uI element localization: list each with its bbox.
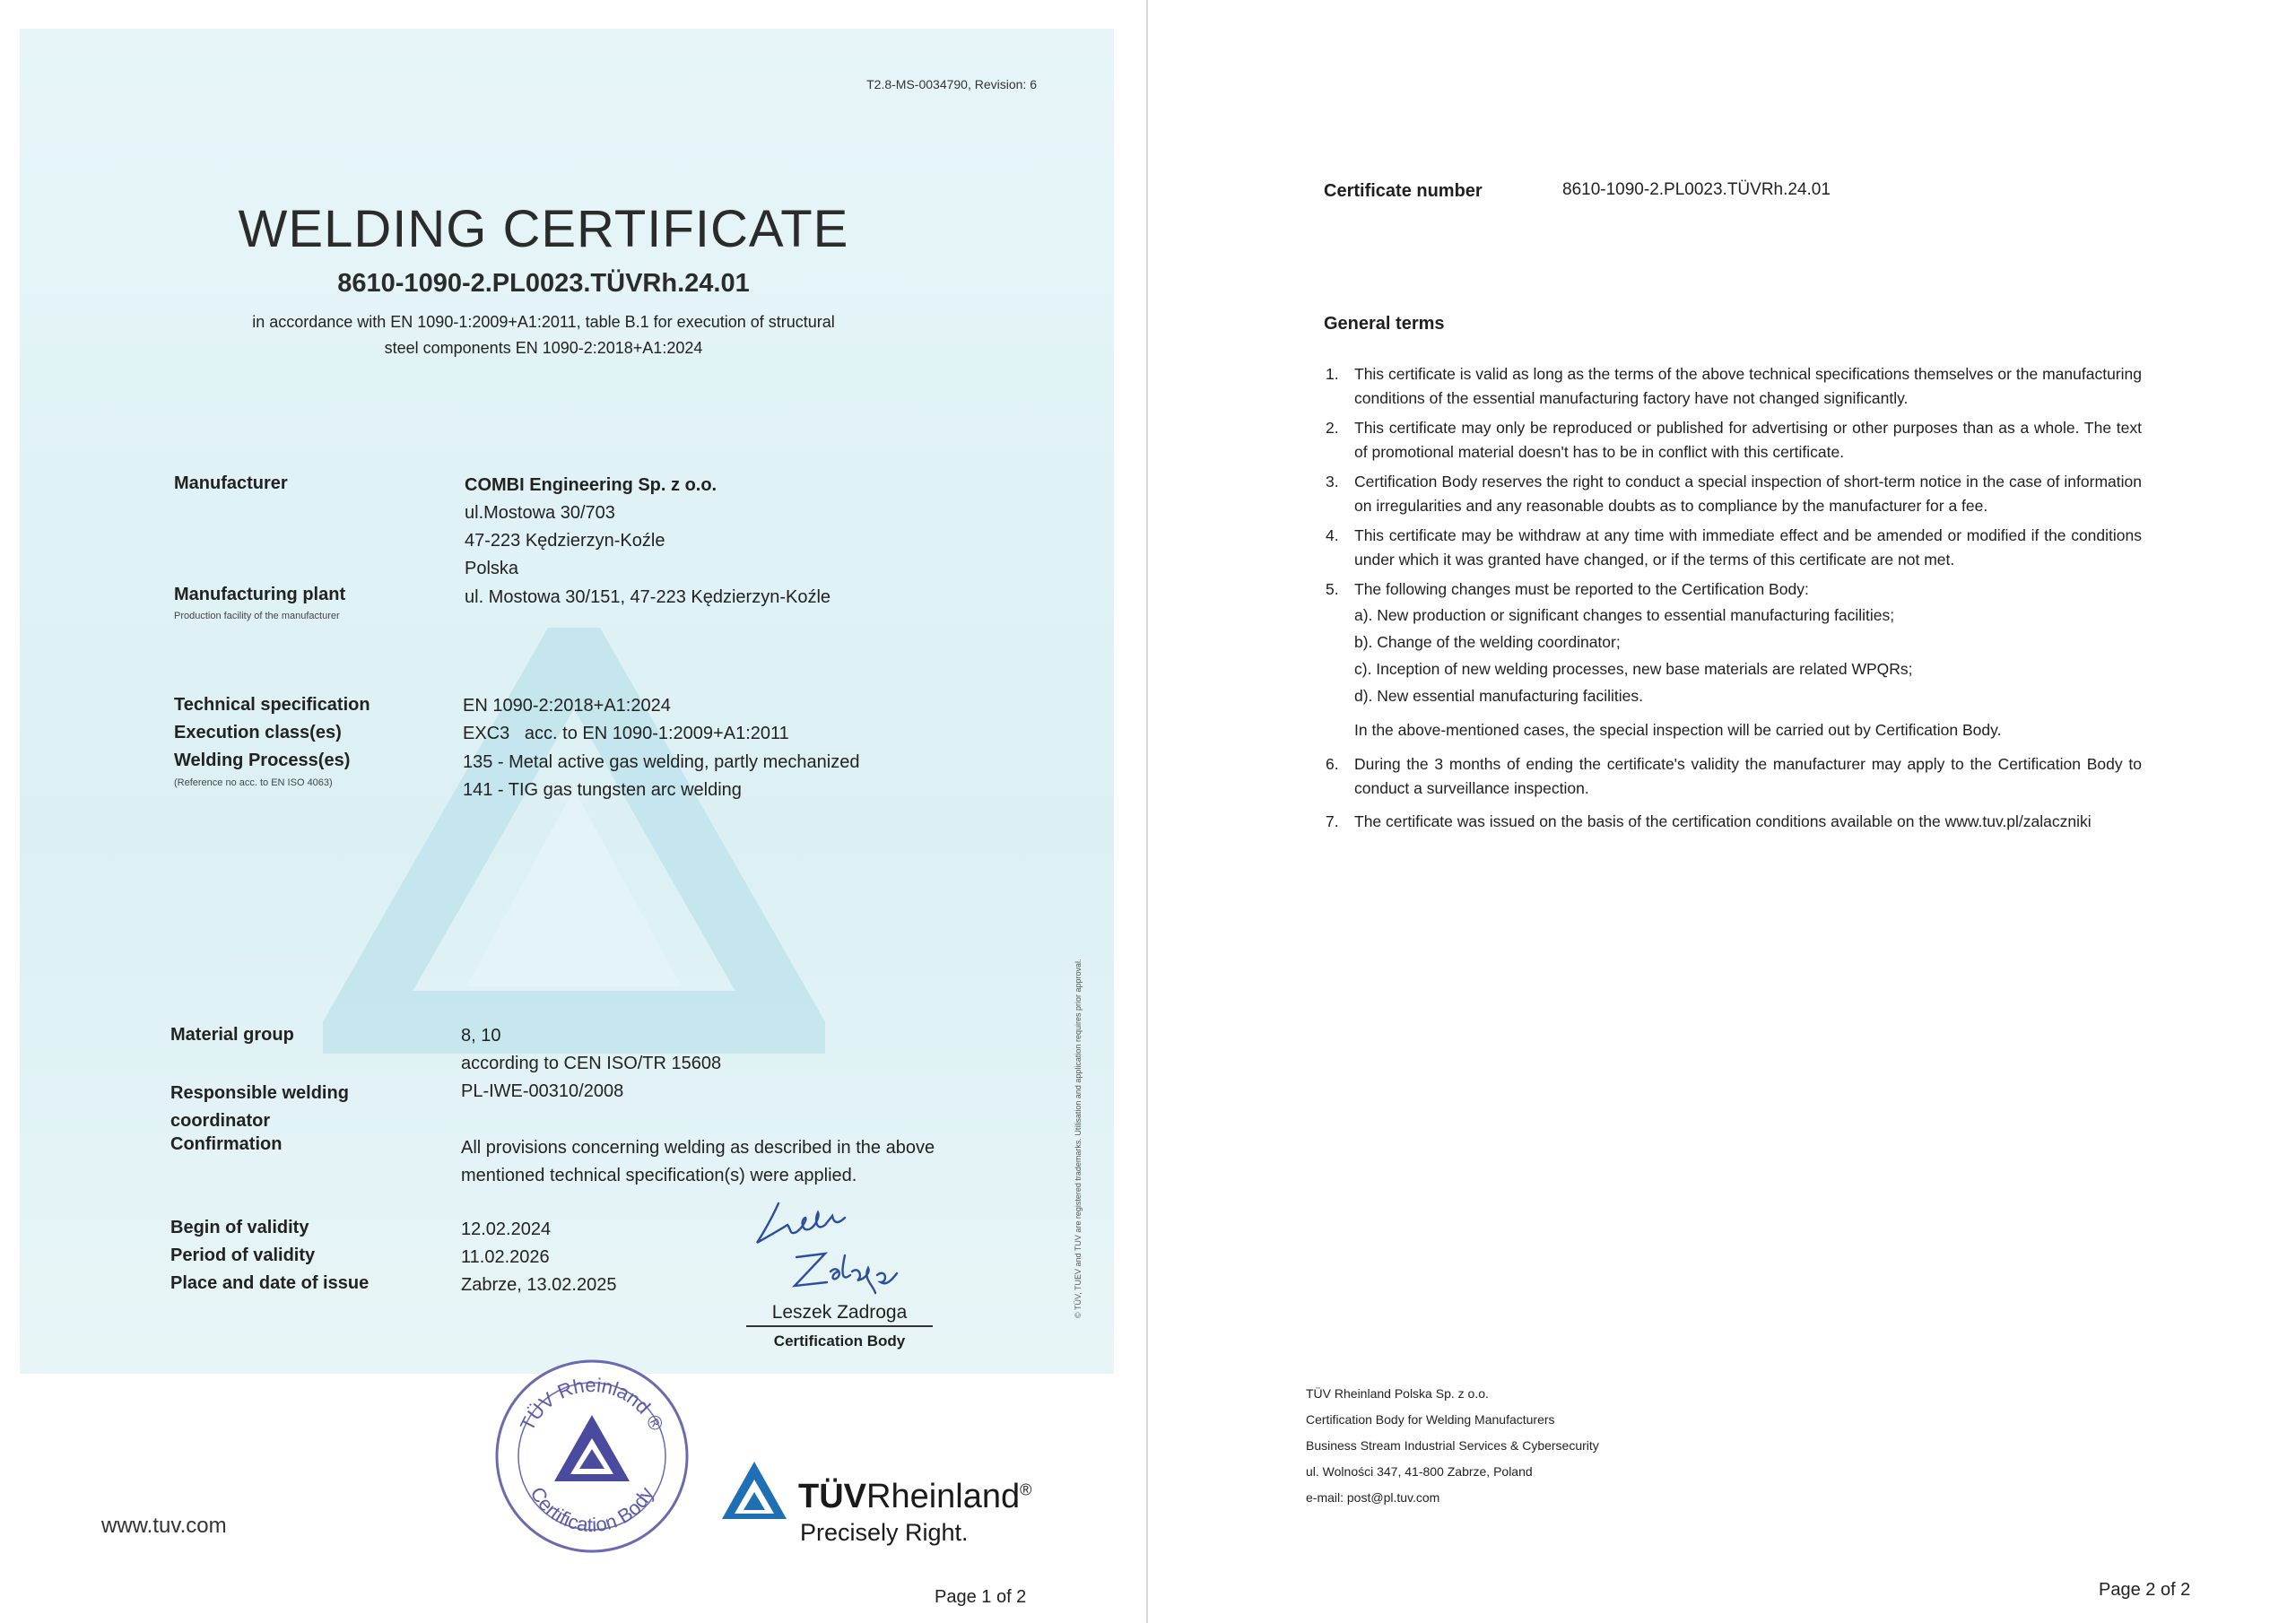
material-group-label: Material group [170,1025,294,1045]
material-group-reference: according to CEN ISO/TR 15608 [461,1054,722,1073]
confirmation-value [461,1134,935,1190]
seal-bottom-text: Certification Body [526,1482,658,1537]
brand-rheinland: Rheinland [866,1478,1021,1515]
term-text: This certificate may only be reproduced or published for advertising or other purposes than as a whole. The text of promotional material doesn't has to be in conflict with this certificate. [1354,419,2142,461]
term-5-item-c: c). Inception of new welding processes, new base materials are related WPQRs; [1354,660,1913,678]
footer-business-stream: Business Stream Industrial Services & Cybersecurity [1306,1438,1599,1453]
issuer-footer [1306,1381,1599,1511]
execution-class-label: Execution class(es) [174,723,342,742]
brand-registered-mark: ® [1020,1480,1032,1499]
term-number: 4. [1326,526,1339,544]
term-text: Certification Body reserves the right to conduct a special inspection of short-term notice in the case of information on irregularities and any reasonable doubts as to compliance by the manufacturer for a fee. [1354,473,2142,515]
brand-tuv: TÜV [798,1478,866,1515]
welding-process-141: 141 - TIG gas tungsten arc welding [463,780,742,800]
manufacturing-plant-label: Manufacturing plant [174,585,346,604]
footer-body: Certification Body for Welding Manufacturers [1306,1412,1555,1427]
manufacturing-plant-sublabel: Production facility of the manufacturer [174,611,340,621]
term-item-7 [1326,810,2142,834]
manufacturing-plant-value: ul. Mostowa 30/151, 47-223 Kędzierzyn-Koźle [465,587,831,607]
accordance-line-1: in accordance with EN 1090-1:2009+A1:2011, table B.1 for execution of structural [252,313,835,331]
term-5-sublist [1354,602,2142,743]
term-number: 6. [1326,755,1339,773]
certification-body-seal [491,1356,692,1557]
welding-process-label: Welding Process(es) [174,751,351,770]
welding-process-values [463,749,859,804]
term-text: This certificate may be withdraw at any time with immediate effect and be amended or modified if the conditions under which it was granted have changed, or if the terms of this certificate are not met. [1354,526,2142,568]
page-number-2: Page 2 of 2 [2099,1580,2191,1600]
handwritten-signature [752,1193,931,1300]
footer-email[interactable]: e-mail: post@pl.tuv.com [1306,1490,1440,1505]
trademark-vertical-note: © TÜV, TUEV and TUV are registered trademarks. Utilisation and application requires prior approval. [1074,959,1083,1318]
term-item-5 [1326,577,2142,743]
term-text: During the 3 months of ending the certificate's validity the manufacturer may apply to the Certification Body to conduct a surveillance inspection. [1354,755,2142,797]
confirmation-line-2: mentioned technical specification(s) were applied. [461,1166,857,1185]
confirmation-line-1: All provisions concerning welding as described in the above [461,1138,935,1158]
term-number: 3. [1326,473,1339,490]
begin-of-validity-label: Begin of validity [170,1218,309,1237]
welding-process-sublabel: (Reference no acc. to EN ISO 4063) [174,777,333,788]
welding-coordinator-label [170,1080,349,1135]
certificate-number-value: 8610-1090-2.PL0023.TÜVRh.24.01 [1562,180,1831,199]
term-item-1 [1326,362,2142,411]
footer-company: TÜV Rheinland Polska Sp. z o.o. [1306,1386,1489,1401]
accordance-statement [0,309,1087,361]
term-item-4 [1326,524,2142,572]
term-number: 5. [1326,580,1339,598]
welding-coordinator-value: PL-IWE-00310/2008 [461,1081,624,1101]
term-text: This certificate is valid as long as the terms of the above technical specifications themselves or the manufacturing conditions of the essential manufacturing factory have not changed significantly. [1354,365,2142,407]
welding-process-135: 135 - Metal active gas welding, partly mechanized [463,752,860,772]
general-terms-list [1326,362,2142,839]
website-link[interactable]: www.tuv.com [101,1514,227,1538]
term-5-item-a: a). New production or significant changes to essential manufacturing facilities; [1354,606,1895,624]
place-and-date-value: Zabrze, 13.02.2025 [461,1275,617,1295]
term-5-item-b: b). Change of the welding coordinator; [1354,633,1621,651]
general-terms-heading: General terms [1324,314,1445,334]
manufacturer-address-line-3: Polska [465,559,519,578]
term-number: 7. [1326,812,1339,830]
accordance-line-2: steel components EN 1090-2:2018+A1:2024 [384,339,703,357]
manufacturer-block [465,472,717,583]
confirmation-label: Confirmation [170,1134,283,1154]
execution-class-value: EXC3 acc. to EN 1090-1:2009+A1:2011 [463,724,789,743]
signatory-name: Leszek Zadroga [771,1302,908,1323]
tuv-triangle-icon [720,1460,788,1521]
tuv-rheinland-wordmark [798,1478,1031,1516]
certificate-page-1 [0,0,1146,1623]
place-and-date-label: Place and date of issue [170,1273,370,1293]
welding-coordinator-label-line-1: Responsible welding [170,1083,349,1103]
term-item-3 [1326,470,2142,518]
certificate-title: WELDING CERTIFICATE [238,200,849,258]
term-text: The following changes must be reported to the Certification Body: [1354,580,1809,598]
manufacturer-name: COMBI Engineering Sp. z o.o. [465,475,718,495]
term-text: The certificate was issued on the basis of the certification conditions available on the www.tuv.pl/zalaczniki [1354,812,2092,830]
manufacturer-label: Manufacturer [174,473,288,493]
term-5-item-d: d). New essential manufacturing facilities. [1354,687,1643,705]
material-group-value: 8, 10 [461,1026,501,1046]
material-group-values [461,1022,721,1078]
certificate-number-label: Certificate number [1324,181,1483,201]
page-number-1: Page 1 of 2 [935,1587,1027,1607]
welding-coordinator-label-line-2: coordinator [170,1111,271,1131]
certificate-number: 8610-1090-2.PL0023.TÜVRh.24.01 [337,269,750,298]
document-reference: T2.8-MS-0034790, Revision: 6 [866,77,1037,91]
signatory-role: Certification Body [773,1332,906,1350]
term-item-6 [1326,752,2142,801]
technical-specification-label: Technical specification [174,695,370,715]
begin-of-validity-value: 12.02.2024 [461,1219,552,1239]
term-number: 1. [1326,365,1339,383]
term-5-note: In the above-mentioned cases, the special inspection will be carried out by Certification Body. [1354,721,2002,739]
manufacturer-address-line-2: 47-223 Kędzierzyn-Koźle [465,531,665,551]
period-of-validity-value: 11.02.2026 [461,1247,550,1267]
period-of-validity-label: Period of validity [170,1245,316,1265]
seal-top-text: TÜV Rheinland ® [515,1373,669,1435]
manufacturer-address-line-1: ul.Mostowa 30/703 [465,503,615,523]
signature-line [746,1325,933,1327]
term-item-2 [1326,416,2142,464]
technical-specification-value: EN 1090-2:2018+A1:2024 [463,696,671,716]
footer-address: ul. Wolności 347, 41-800 Zabrze, Poland [1306,1464,1533,1479]
term-number: 2. [1326,419,1339,437]
brand-slogan: Precisely Right. [800,1519,969,1546]
